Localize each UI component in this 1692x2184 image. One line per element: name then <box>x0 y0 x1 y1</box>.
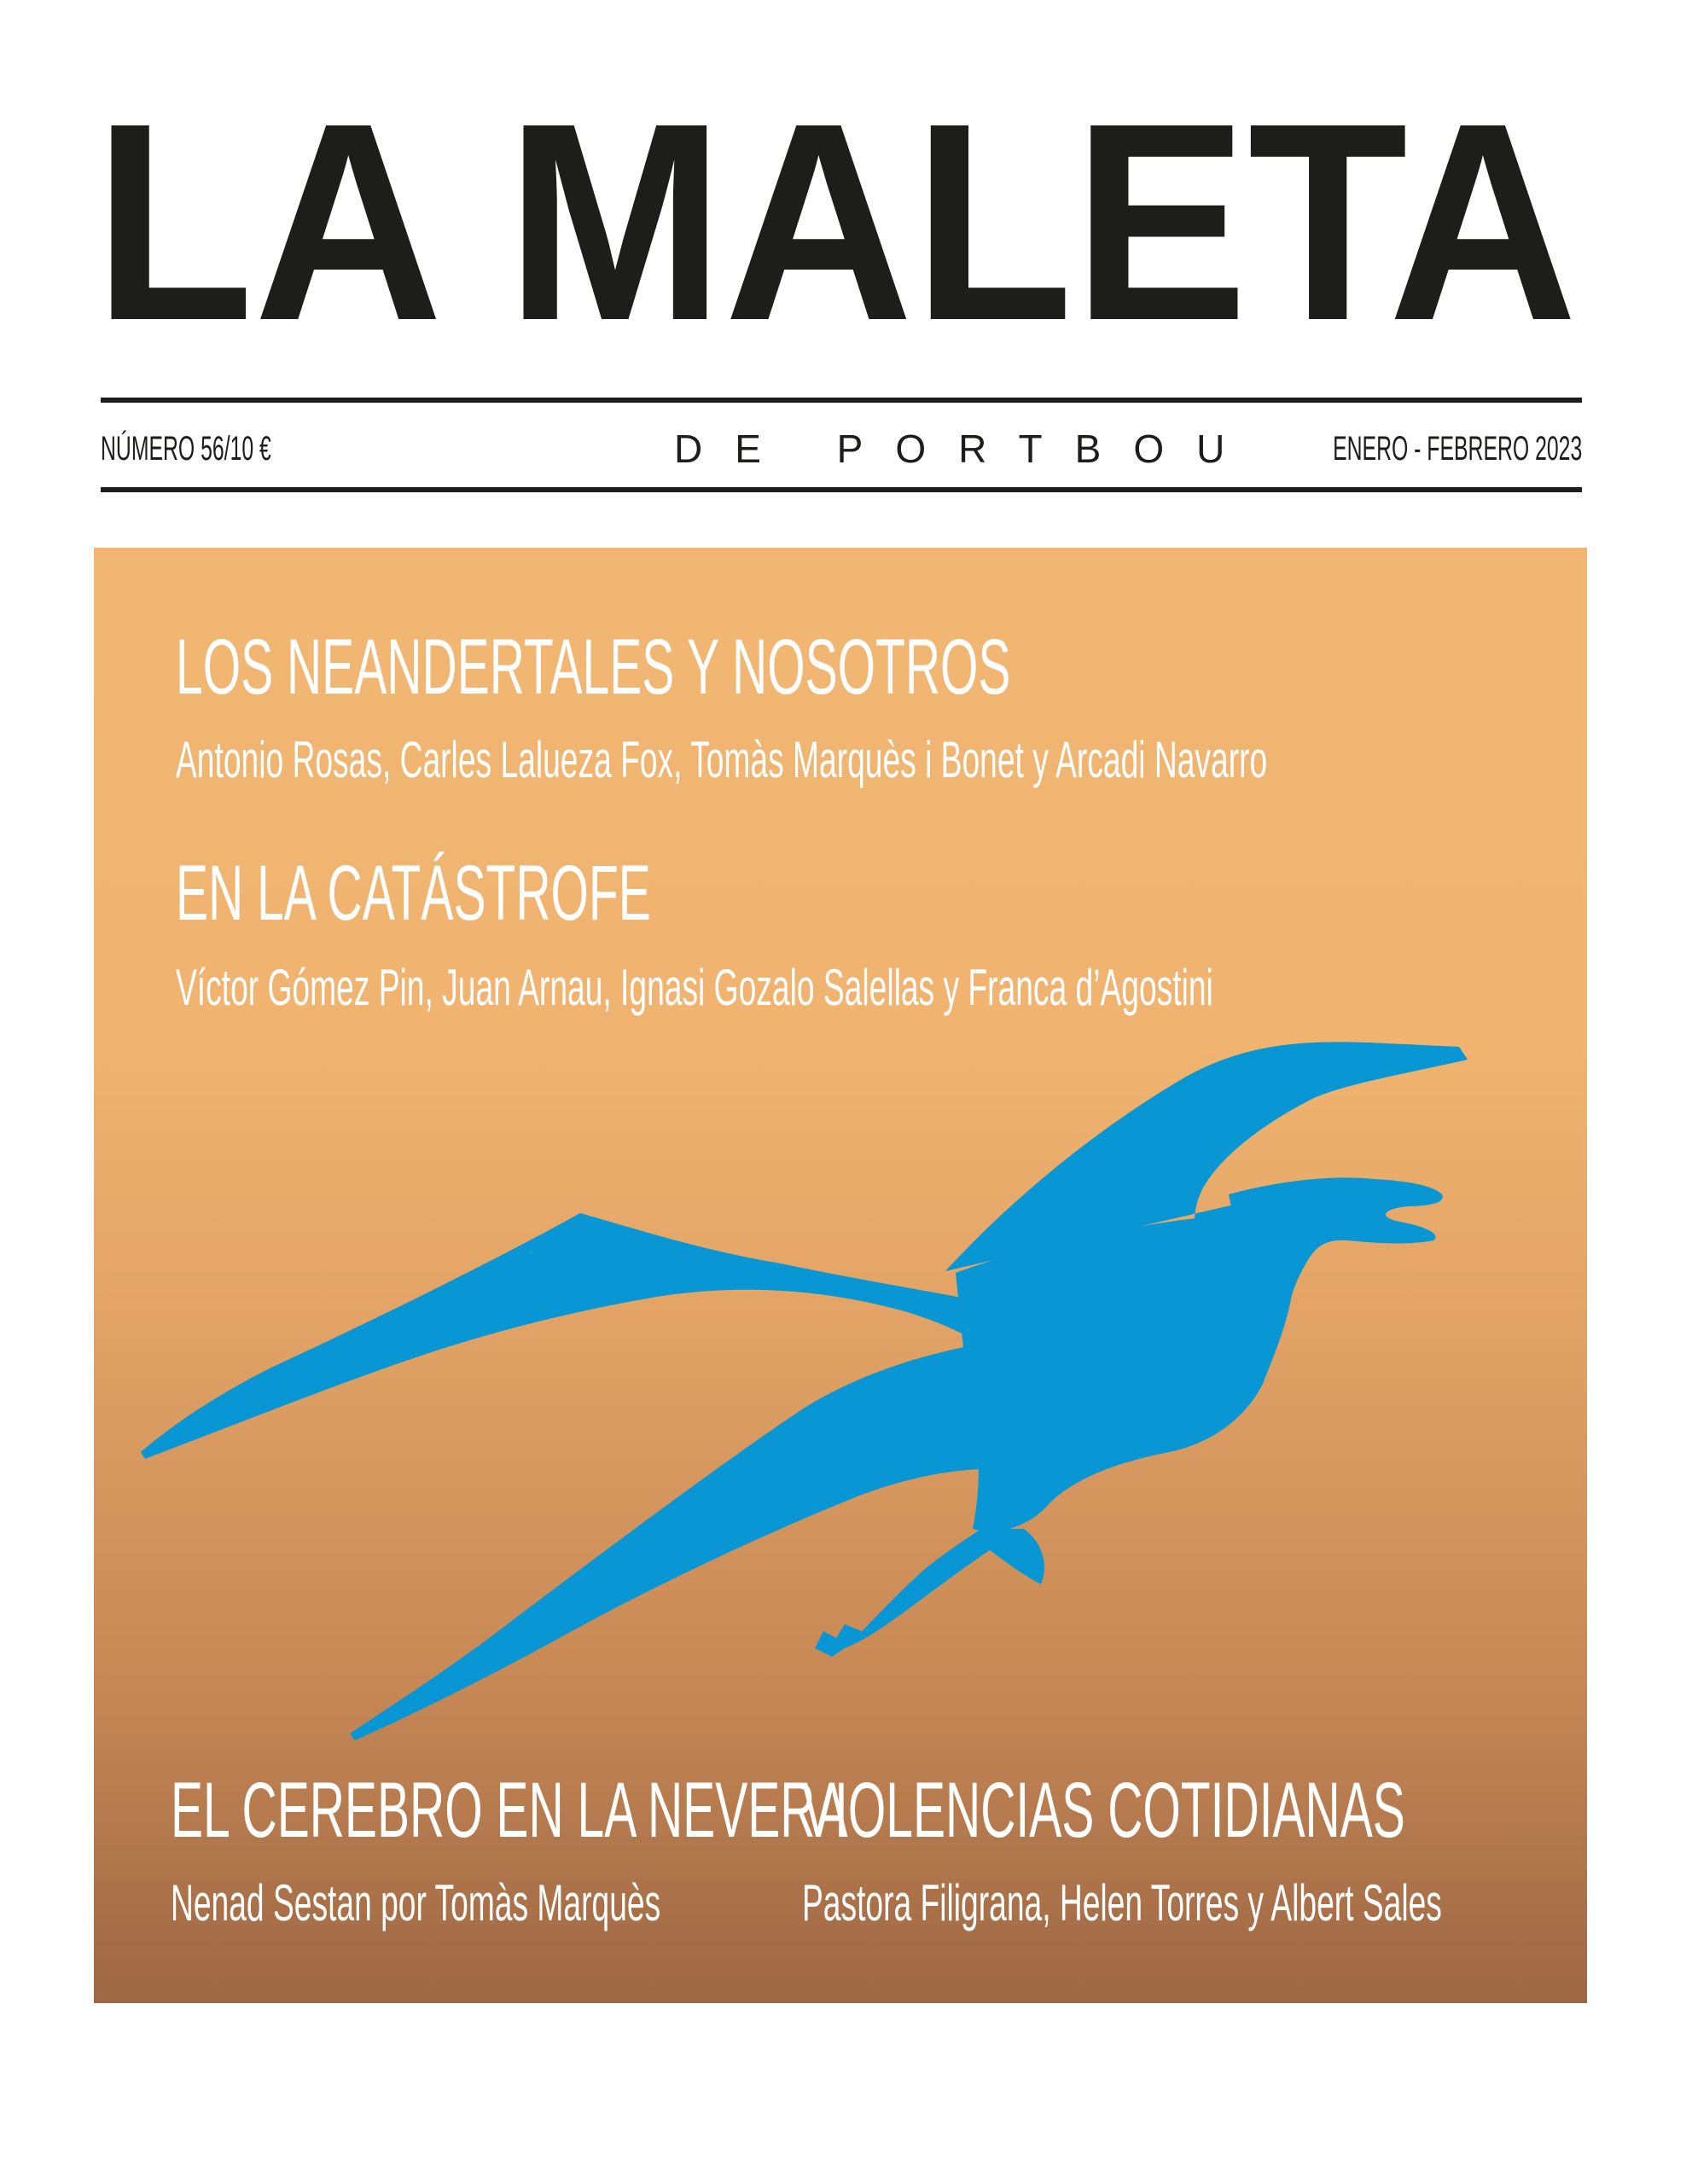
bottom-rule <box>101 487 1582 492</box>
article-1-title: LOS NEANDERTALES Y NOSOTROS <box>176 624 1011 711</box>
article-4-authors: Pastora Filigrana, Helen Torres y Albert Sales <box>802 1874 1442 1931</box>
masthead-title: LA MALETA <box>94 64 1578 379</box>
lower-wing <box>350 1341 1000 1740</box>
article-3-title: EL CEREBRO EN LA NEVERA <box>171 1767 848 1854</box>
bird-body <box>956 1217 1294 1531</box>
article-3-authors: Nenad Sestan por Tomàs Marquès <box>171 1874 661 1931</box>
article-1-authors: Antonio Rosas, Carles Lalueza Fox, Tomàs Marquès i Bonet y Arcadi Navarro <box>176 731 1268 788</box>
bird-legs <box>815 1529 1044 1657</box>
issue-date: ENERO - FEBRERO 2023 <box>1332 430 1582 468</box>
article-2-title: EN LA CATÁSTROFE <box>176 850 651 937</box>
top-rule <box>101 398 1582 403</box>
article-4-title: VIOLENCIAS COTIDIANAS <box>802 1767 1405 1854</box>
issue-number: NÚMERO 56/10 € <box>101 430 271 468</box>
article-2-authors: Víctor Gómez Pin, Juan Arnau, Ignasi Gozalo Salellas y Franca d’Agostini <box>176 959 1213 1016</box>
cover-panel <box>94 548 1587 2003</box>
masthead-subtitle: DE PORTBOU <box>674 427 1258 471</box>
